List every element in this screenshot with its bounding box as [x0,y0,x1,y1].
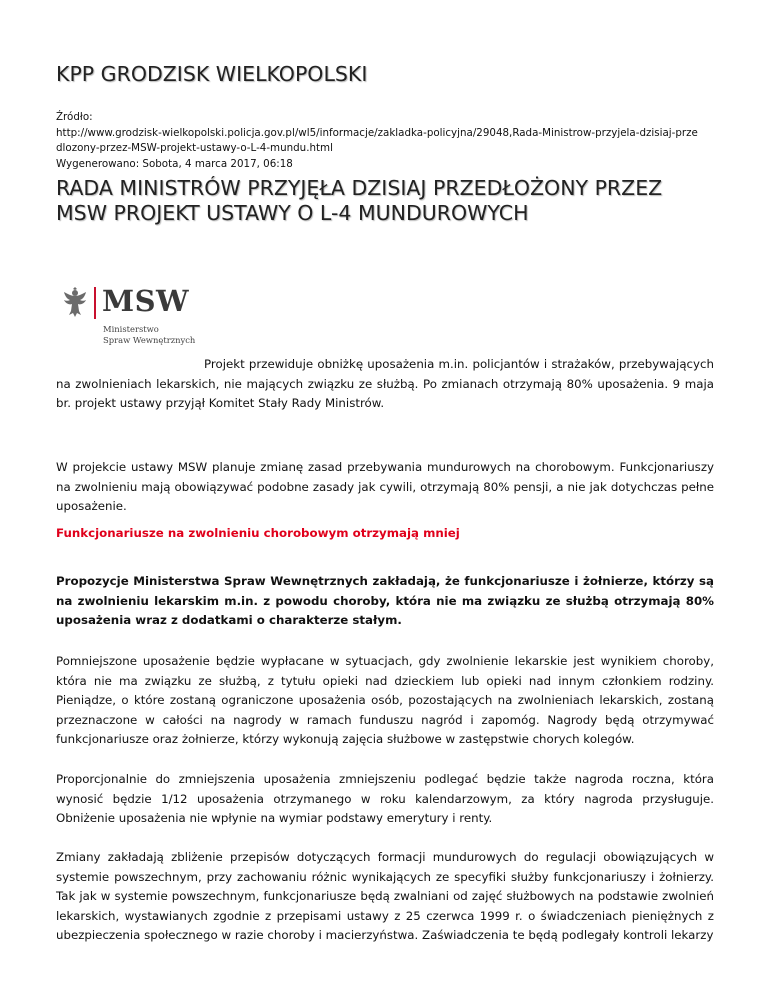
eagle-emblem-icon [62,287,88,319]
logo-acronym: MSW [102,284,190,318]
article-title-line-1: RADA MINISTRÓW PRZYJĘŁA DZISIAJ PRZEDŁOŻONY PRZEZ [56,176,663,200]
source-url-line-2: dlozony-przez-MSW-projekt-ustawy-o-L-4-mundu.html [56,142,333,155]
logo-subtitle-line-2: Spraw Wewnętrznych [103,334,196,345]
logo-subtitle-line-1: Ministerstwo [103,324,159,334]
article-title-line-2: MSW PROJEKT USTAWY O L-4 MUNDUROWYCH [56,201,529,225]
site-title: KPP GRODZISK WIELKOPOLSKI [56,62,368,86]
article-title [56,176,716,226]
source-url-line-1: http://www.grodzisk-wielkopolski.policja.gov.pl/wl5/informacje/zakladka-policyjna/29048,Rada-Ministrow-przyjela-dzisiaj-prze [56,126,698,139]
logo-divider [94,287,96,319]
msw-logo [62,285,206,351]
logo-subtitle [103,324,195,345]
source-label: Źródło: [56,111,93,123]
generated-date: Wygenerowano: Sobota, 4 marca 2017, 06:18 [56,157,293,170]
paragraph-1: W projekcie ustawy MSW planuje zmianę zasad przebywania mundurowych na chorobowym. Funkcjonariuszy na zwolnieniu mają obowiązywać podobne zasady jak cywili, otrzymają 80% pensji, a nie jak dotychczas pełne uposażenie. [56,460,714,513]
section-subheading: Funkcjonariusze na zwolnieniu chorobowym otrzymają mniej [56,526,460,540]
paragraph-3: Proporcjonalnie do zmniejszenia uposażenia zmniejszeniu podlegać będzie także nagroda roczna, która wynosić będzie 1/12 uposażenia otrzymanego w roku kalendarzowym, za który nagroda przysługuje. Obniżenie uposażenia nie wpłynie na wymiar podstawy emerytury i renty. [56,772,714,825]
paragraph-2: Pomniejszone uposażenie będzie wypłacane w sytuacjach, gdy zwolnienie lekarskie jest wynikiem choroby, która nie ma związku ze służbą, z tytułu opieki nad dzieckiem lub opieki nad innym członkiem rodziny. Pieniądze, o które zostaną ograniczone uposażenia osób, pozostających na zwolnieniach lekarskich, zostaną przeznaczone w całości na nagrody w ramach funduszu nagród i zapomóg. Nagrody będą otrzymywać funkcjonariusze oraz żołnierze, którzy wykonują zajęcia służbowe w zastępstwie chorych kolegów. [56,654,714,746]
source-block [56,110,716,172]
intro-paragraph: Projekt przewiduje obniżkę uposażenia m.in. policjantów i strażaków, przebywających na zwolnieniach lekarskich, nie mających związku ze służbą. Po zmianach otrzymają 80% uposażenia. 9 maja br. projekt ustawy przyjął Komitet Stały Rady Ministrów. [56,357,714,410]
bold-paragraph: Propozycje Ministerstwa Spraw Wewnętrznych zakładają, że funkcjonariusze i żołnierze, którzy są na zwolnieniu lekarskim m.in. z powodu choroby, która nie ma związku ze służbą otrzymają 80% uposażenia wraz z dodatkami o charakterze stałym. [56,574,714,627]
paragraph-4: Zmiany zakładają zbliżenie przepisów dotyczących formacji mundurowych do regulacji obowiązujących w systemie powszechnym, przy zachowaniu różnic wynikających ze specyfiki służby funkcjonariuszy i żołnierzy. Tak jak w systemie powszechnym, funkcjonariusze będą zwalniani od zajęć służbowych na podstawie zwolnień lekarskich, wystawianych zgodnie z przepisami ustawy z 25 czerwca 1999 r. o świadczeniach pieniężnych z ubezpieczenia społecznego w razie choroby i macierzyństwa. Zaświadczenia te będą podlegały kontroli lekarzy [56,850,714,942]
